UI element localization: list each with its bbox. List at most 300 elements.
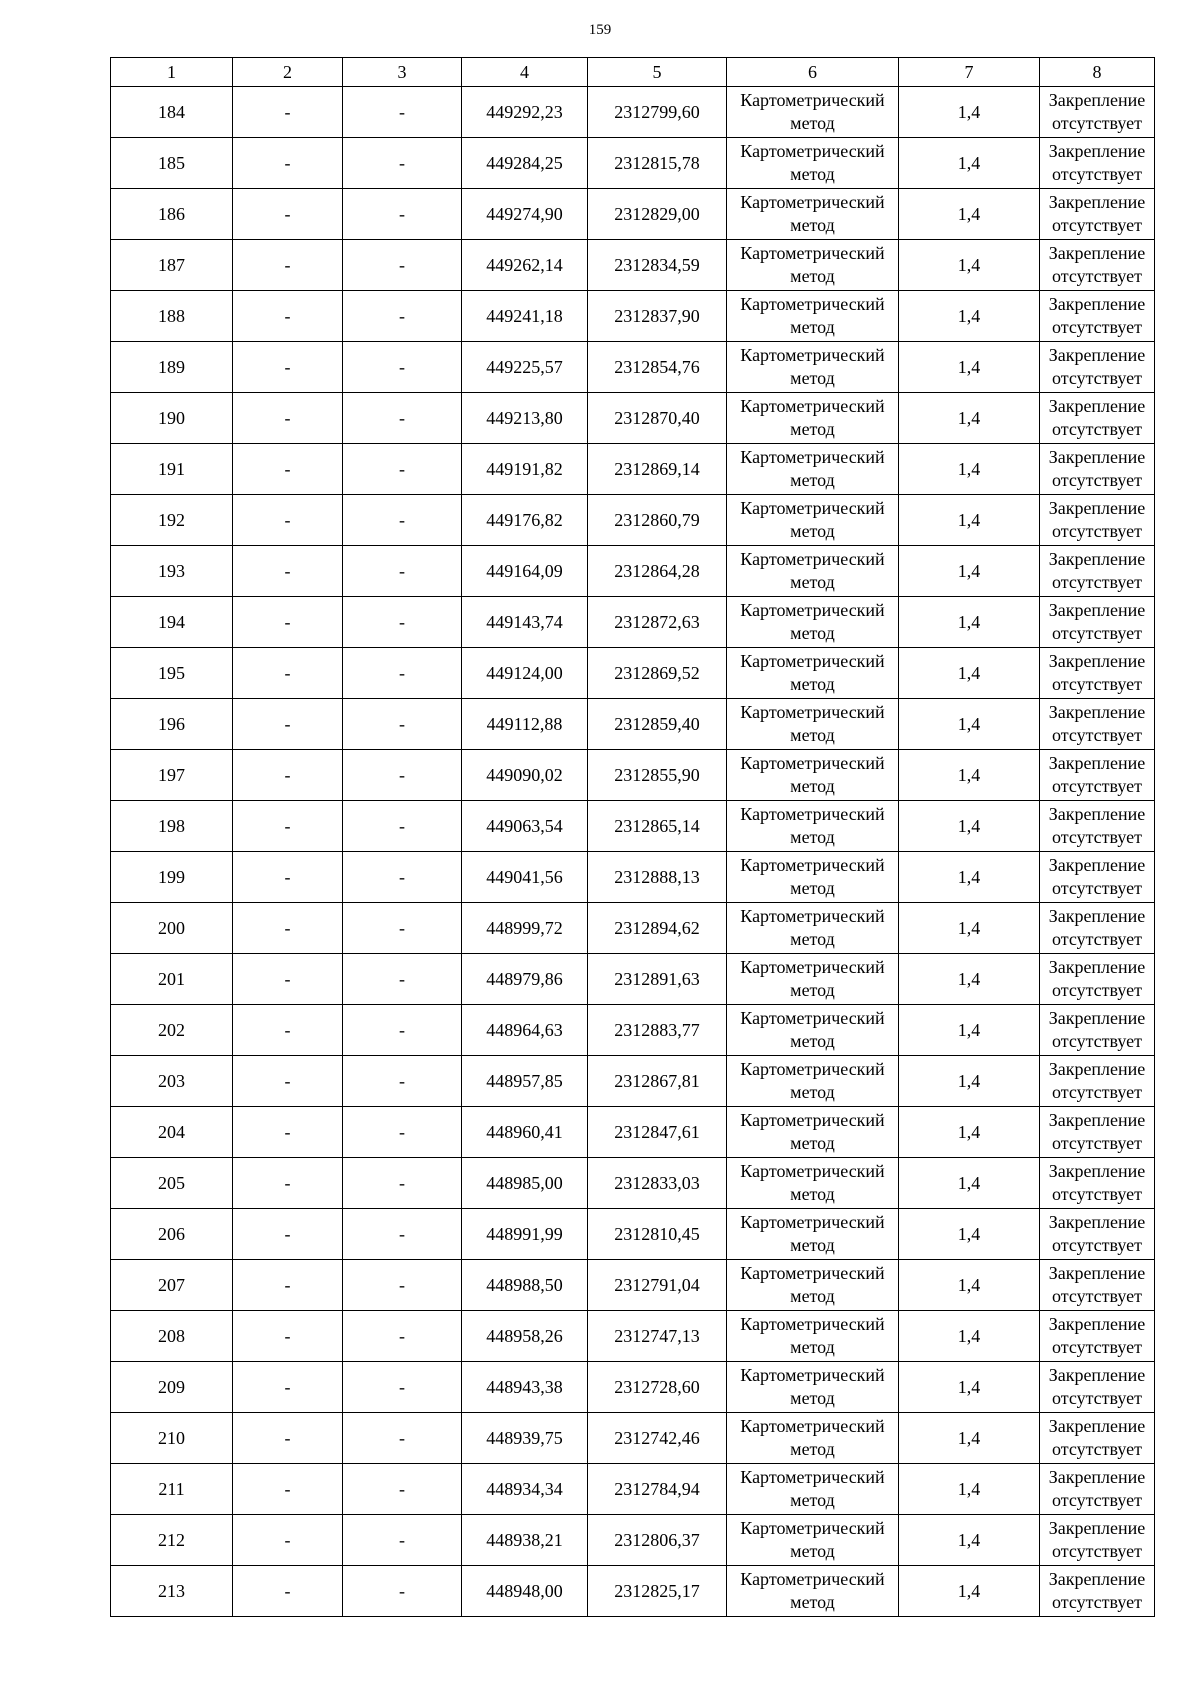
method-text: метод <box>790 419 835 439</box>
column-3-cell: - <box>343 1464 462 1515</box>
method-cell <box>727 138 899 189</box>
column-2-cell: - <box>233 342 343 393</box>
column-2-cell: - <box>233 291 343 342</box>
table-row <box>111 1515 1155 1566</box>
fixation-text: Закрепление <box>1048 906 1146 926</box>
column-3-cell: - <box>343 1260 462 1311</box>
fixation-text: Закрепление <box>1048 600 1146 620</box>
fixation-cell <box>1040 597 1155 648</box>
table-row <box>111 546 1155 597</box>
method-text: Картометрический <box>740 447 885 467</box>
column-3-cell: - <box>343 189 462 240</box>
y-coordinate-cell: 2312891,63 <box>588 954 727 1005</box>
y-coordinate-cell: 2312855,90 <box>588 750 727 801</box>
y-coordinate-cell: 2312833,03 <box>588 1158 727 1209</box>
y-coordinate-cell: 2312742,46 <box>588 1413 727 1464</box>
accuracy-cell: 1,4 <box>899 1005 1040 1056</box>
table-row <box>111 903 1155 954</box>
method-text: Картометрический <box>740 1569 885 1589</box>
method-cell <box>727 342 899 393</box>
accuracy-cell: 1,4 <box>899 1158 1040 1209</box>
method-cell <box>727 903 899 954</box>
table-row <box>111 1158 1155 1209</box>
fixation-text: отсутствует <box>1051 1235 1143 1255</box>
fixation-cell <box>1040 189 1155 240</box>
y-coordinate-cell: 2312784,94 <box>588 1464 727 1515</box>
fixation-text: отсутствует <box>1051 317 1143 337</box>
y-coordinate-cell: 2312847,61 <box>588 1107 727 1158</box>
method-text: Картометрический <box>740 1314 885 1334</box>
fixation-text: Закрепление <box>1048 702 1146 722</box>
table-row <box>111 342 1155 393</box>
fixation-text: отсутствует <box>1051 113 1143 133</box>
method-text: Картометрический <box>740 702 885 722</box>
table-row <box>111 1413 1155 1464</box>
column-3-cell: - <box>343 1413 462 1464</box>
method-text: Картометрический <box>740 549 885 569</box>
accuracy-cell: 1,4 <box>899 240 1040 291</box>
method-cell <box>727 852 899 903</box>
y-coordinate-cell: 2312870,40 <box>588 393 727 444</box>
column-2-cell: - <box>233 903 343 954</box>
x-coordinate-cell: 448938,21 <box>462 1515 588 1566</box>
column-3-cell: - <box>343 342 462 393</box>
table-row <box>111 801 1155 852</box>
fixation-cell <box>1040 240 1155 291</box>
fixation-text: Закрепление <box>1048 1059 1146 1079</box>
column-3-cell: - <box>343 495 462 546</box>
fixation-cell <box>1040 1362 1155 1413</box>
table-row <box>111 1005 1155 1056</box>
accuracy-cell: 1,4 <box>899 1464 1040 1515</box>
column-3-cell: - <box>343 444 462 495</box>
column-3-cell: - <box>343 1056 462 1107</box>
accuracy-cell: 1,4 <box>899 342 1040 393</box>
y-coordinate-cell: 2312872,63 <box>588 597 727 648</box>
fixation-cell <box>1040 138 1155 189</box>
x-coordinate-cell: 449041,56 <box>462 852 588 903</box>
column-header-5: 5 <box>588 58 727 87</box>
column-2-cell: - <box>233 597 343 648</box>
fixation-text: Закрепление <box>1048 651 1146 671</box>
column-2-cell: - <box>233 240 343 291</box>
y-coordinate-cell: 2312837,90 <box>588 291 727 342</box>
method-cell <box>727 189 899 240</box>
method-text: метод <box>790 929 835 949</box>
y-coordinate-cell: 2312810,45 <box>588 1209 727 1260</box>
table-row <box>111 597 1155 648</box>
x-coordinate-cell: 449262,14 <box>462 240 588 291</box>
method-cell <box>727 750 899 801</box>
accuracy-cell: 1,4 <box>899 1362 1040 1413</box>
x-coordinate-cell: 448939,75 <box>462 1413 588 1464</box>
method-text: метод <box>790 1439 835 1459</box>
table-row <box>111 1464 1155 1515</box>
method-text: метод <box>790 266 835 286</box>
fixation-text: Закрепление <box>1048 141 1146 161</box>
column-3-cell: - <box>343 852 462 903</box>
fixation-text: Закрепление <box>1048 1008 1146 1028</box>
fixation-cell <box>1040 87 1155 138</box>
fixation-cell <box>1040 1311 1155 1362</box>
column-2-cell: - <box>233 1005 343 1056</box>
column-2-cell: - <box>233 1362 343 1413</box>
method-text: Картометрический <box>740 651 885 671</box>
method-cell <box>727 1413 899 1464</box>
x-coordinate-cell: 448991,99 <box>462 1209 588 1260</box>
method-cell <box>727 1005 899 1056</box>
column-2-cell: - <box>233 87 343 138</box>
fixation-text: отсутствует <box>1051 215 1143 235</box>
point-number-cell: 194 <box>111 597 233 648</box>
fixation-text: отсутствует <box>1051 1337 1143 1357</box>
fixation-cell <box>1040 291 1155 342</box>
x-coordinate-cell: 449124,00 <box>462 648 588 699</box>
accuracy-cell: 1,4 <box>899 903 1040 954</box>
point-number-cell: 191 <box>111 444 233 495</box>
fixation-cell <box>1040 903 1155 954</box>
y-coordinate-cell: 2312825,17 <box>588 1566 727 1617</box>
point-number-cell: 201 <box>111 954 233 1005</box>
method-text: Картометрический <box>740 396 885 416</box>
fixation-text: Закрепление <box>1048 1110 1146 1130</box>
column-3-cell: - <box>343 1362 462 1413</box>
x-coordinate-cell: 449090,02 <box>462 750 588 801</box>
fixation-cell <box>1040 852 1155 903</box>
column-3-cell: - <box>343 1005 462 1056</box>
fixation-cell <box>1040 1566 1155 1617</box>
column-3-cell: - <box>343 138 462 189</box>
column-3-cell: - <box>343 546 462 597</box>
fixation-text: отсутствует <box>1051 1388 1143 1408</box>
fixation-text: Закрепление <box>1048 1569 1146 1589</box>
column-header-6: 6 <box>727 58 899 87</box>
point-number-cell: 208 <box>111 1311 233 1362</box>
method-cell <box>727 87 899 138</box>
point-number-cell: 205 <box>111 1158 233 1209</box>
x-coordinate-cell: 449213,80 <box>462 393 588 444</box>
point-number-cell: 209 <box>111 1362 233 1413</box>
method-text: метод <box>790 368 835 388</box>
fixation-cell <box>1040 1107 1155 1158</box>
point-number-cell: 212 <box>111 1515 233 1566</box>
column-2-cell: - <box>233 699 343 750</box>
method-text: метод <box>790 878 835 898</box>
column-header-3: 3 <box>343 58 462 87</box>
fixation-text: отсутствует <box>1051 521 1143 541</box>
method-text: метод <box>790 1490 835 1510</box>
point-number-cell: 184 <box>111 87 233 138</box>
column-2-cell: - <box>233 954 343 1005</box>
fixation-text: отсутствует <box>1051 1133 1143 1153</box>
y-coordinate-cell: 2312869,52 <box>588 648 727 699</box>
method-text: Картометрический <box>740 804 885 824</box>
method-text: метод <box>790 776 835 796</box>
accuracy-cell: 1,4 <box>899 1566 1040 1617</box>
fixation-text: отсутствует <box>1051 623 1143 643</box>
method-text: метод <box>790 1388 835 1408</box>
method-cell <box>727 1209 899 1260</box>
column-2-cell: - <box>233 393 343 444</box>
method-text: Картометрический <box>740 1212 885 1232</box>
fixation-text: Закрепление <box>1048 855 1146 875</box>
fixation-text: отсутствует <box>1051 1592 1143 1612</box>
method-cell <box>727 1311 899 1362</box>
column-2-cell: - <box>233 1260 343 1311</box>
y-coordinate-cell: 2312815,78 <box>588 138 727 189</box>
y-coordinate-cell: 2312806,37 <box>588 1515 727 1566</box>
fixation-text: отсутствует <box>1051 776 1143 796</box>
page-number: 159 <box>588 22 612 38</box>
x-coordinate-cell: 448960,41 <box>462 1107 588 1158</box>
accuracy-cell: 1,4 <box>899 1107 1040 1158</box>
method-text: Картометрический <box>740 957 885 977</box>
column-3-cell: - <box>343 801 462 852</box>
table-row <box>111 1107 1155 1158</box>
fixation-text: Закрепление <box>1048 90 1146 110</box>
column-2-cell: - <box>233 138 343 189</box>
column-2-cell: - <box>233 1056 343 1107</box>
method-cell <box>727 1158 899 1209</box>
x-coordinate-cell: 448957,85 <box>462 1056 588 1107</box>
method-text: метод <box>790 470 835 490</box>
fixation-text: Закрепление <box>1048 804 1146 824</box>
accuracy-cell: 1,4 <box>899 750 1040 801</box>
point-number-cell: 213 <box>111 1566 233 1617</box>
method-text: Картометрический <box>740 753 885 773</box>
x-coordinate-cell: 449143,74 <box>462 597 588 648</box>
table-header <box>111 58 1155 87</box>
column-3-cell: - <box>343 750 462 801</box>
column-2-cell: - <box>233 1515 343 1566</box>
method-text: Картометрический <box>740 1365 885 1385</box>
fixation-cell <box>1040 495 1155 546</box>
method-text: Картометрический <box>740 906 885 926</box>
method-text: метод <box>790 1592 835 1612</box>
accuracy-cell: 1,4 <box>899 546 1040 597</box>
point-number-cell: 190 <box>111 393 233 444</box>
column-2-cell: - <box>233 189 343 240</box>
table-row <box>111 648 1155 699</box>
method-cell <box>727 1515 899 1566</box>
fixation-cell <box>1040 342 1155 393</box>
method-text: Картометрический <box>740 294 885 314</box>
table-row <box>111 1311 1155 1362</box>
point-number-cell: 211 <box>111 1464 233 1515</box>
accuracy-cell: 1,4 <box>899 648 1040 699</box>
accuracy-cell: 1,4 <box>899 852 1040 903</box>
fixation-text: отсутствует <box>1051 980 1143 1000</box>
fixation-text: Закрепление <box>1048 1416 1146 1436</box>
method-cell <box>727 444 899 495</box>
y-coordinate-cell: 2312791,04 <box>588 1260 727 1311</box>
column-2-cell: - <box>233 1158 343 1209</box>
fixation-cell <box>1040 546 1155 597</box>
column-3-cell: - <box>343 954 462 1005</box>
point-number-cell: 199 <box>111 852 233 903</box>
method-text: метод <box>790 1286 835 1306</box>
point-number-cell: 188 <box>111 291 233 342</box>
method-text: метод <box>790 317 835 337</box>
point-number-cell: 196 <box>111 699 233 750</box>
method-text: метод <box>790 623 835 643</box>
method-text: Картометрический <box>740 141 885 161</box>
column-2-cell: - <box>233 495 343 546</box>
method-text: Картометрический <box>740 1467 885 1487</box>
x-coordinate-cell: 448934,34 <box>462 1464 588 1515</box>
fixation-text: отсутствует <box>1051 368 1143 388</box>
fixation-text: Закрепление <box>1048 447 1146 467</box>
point-number-cell: 187 <box>111 240 233 291</box>
point-number-cell: 193 <box>111 546 233 597</box>
y-coordinate-cell: 2312854,76 <box>588 342 727 393</box>
y-coordinate-cell: 2312883,77 <box>588 1005 727 1056</box>
fixation-text: отсутствует <box>1051 1082 1143 1102</box>
table-row <box>111 954 1155 1005</box>
column-header-8: 8 <box>1040 58 1155 87</box>
method-text: метод <box>790 1235 835 1255</box>
accuracy-cell: 1,4 <box>899 954 1040 1005</box>
method-text: метод <box>790 827 835 847</box>
accuracy-cell: 1,4 <box>899 1311 1040 1362</box>
y-coordinate-cell: 2312888,13 <box>588 852 727 903</box>
fixation-text: Закрепление <box>1048 345 1146 365</box>
fixation-text: Закрепление <box>1048 192 1146 212</box>
method-cell <box>727 240 899 291</box>
point-number-cell: 210 <box>111 1413 233 1464</box>
column-2-cell: - <box>233 1311 343 1362</box>
accuracy-cell: 1,4 <box>899 1056 1040 1107</box>
y-coordinate-cell: 2312728,60 <box>588 1362 727 1413</box>
fixation-cell <box>1040 1056 1155 1107</box>
column-3-cell: - <box>343 597 462 648</box>
method-cell <box>727 1464 899 1515</box>
table-row <box>111 291 1155 342</box>
column-3-cell: - <box>343 648 462 699</box>
fixation-text: отсутствует <box>1051 1490 1143 1510</box>
fixation-text: Закрепление <box>1048 498 1146 518</box>
column-3-cell: - <box>343 393 462 444</box>
method-text: метод <box>790 521 835 541</box>
fixation-text: Закрепление <box>1048 753 1146 773</box>
y-coordinate-cell: 2312894,62 <box>588 903 727 954</box>
x-coordinate-cell: 449063,54 <box>462 801 588 852</box>
accuracy-cell: 1,4 <box>899 1260 1040 1311</box>
fixation-text: Закрепление <box>1048 1212 1146 1232</box>
fixation-text: Закрепление <box>1048 243 1146 263</box>
method-cell <box>727 648 899 699</box>
fixation-text: Закрепление <box>1048 1314 1146 1334</box>
accuracy-cell: 1,4 <box>899 801 1040 852</box>
point-number-cell: 206 <box>111 1209 233 1260</box>
table-row <box>111 750 1155 801</box>
table-row <box>111 87 1155 138</box>
fixation-text: Закрепление <box>1048 396 1146 416</box>
table-row <box>111 393 1155 444</box>
x-coordinate-cell: 448943,38 <box>462 1362 588 1413</box>
fixation-cell <box>1040 444 1155 495</box>
y-coordinate-cell: 2312747,13 <box>588 1311 727 1362</box>
point-number-cell: 197 <box>111 750 233 801</box>
method-cell <box>727 1107 899 1158</box>
table-row <box>111 1362 1155 1413</box>
fixation-text: отсутствует <box>1051 419 1143 439</box>
column-3-cell: - <box>343 699 462 750</box>
column-3-cell: - <box>343 1107 462 1158</box>
x-coordinate-cell: 449176,82 <box>462 495 588 546</box>
fixation-cell <box>1040 1413 1155 1464</box>
fixation-text: Закрепление <box>1048 1263 1146 1283</box>
table-row <box>111 852 1155 903</box>
method-text: Картометрический <box>740 243 885 263</box>
accuracy-cell: 1,4 <box>899 699 1040 750</box>
x-coordinate-cell: 448988,50 <box>462 1260 588 1311</box>
method-cell <box>727 393 899 444</box>
y-coordinate-cell: 2312829,00 <box>588 189 727 240</box>
table-row <box>111 1209 1155 1260</box>
fixation-text: отсутствует <box>1051 827 1143 847</box>
method-text: метод <box>790 1031 835 1051</box>
fixation-text: отсутствует <box>1051 1541 1143 1561</box>
method-text: метод <box>790 980 835 1000</box>
table-body <box>111 87 1155 1617</box>
fixation-text: отсутствует <box>1051 1286 1143 1306</box>
fixation-text: Закрепление <box>1048 1365 1146 1385</box>
point-number-cell: 198 <box>111 801 233 852</box>
method-text: Картометрический <box>740 1263 885 1283</box>
fixation-text: отсутствует <box>1051 878 1143 898</box>
method-text: Картометрический <box>740 600 885 620</box>
column-2-cell: - <box>233 1107 343 1158</box>
fixation-text: отсутствует <box>1051 725 1143 745</box>
fixation-text: отсутствует <box>1051 572 1143 592</box>
method-text: Картометрический <box>740 1059 885 1079</box>
x-coordinate-cell: 448979,86 <box>462 954 588 1005</box>
table-row <box>111 240 1155 291</box>
x-coordinate-cell: 449284,25 <box>462 138 588 189</box>
method-text: Картометрический <box>740 1518 885 1538</box>
y-coordinate-cell: 2312799,60 <box>588 87 727 138</box>
fixation-text: отсутствует <box>1051 1184 1143 1204</box>
y-coordinate-cell: 2312859,40 <box>588 699 727 750</box>
x-coordinate-cell: 449191,82 <box>462 444 588 495</box>
method-text: Картометрический <box>740 498 885 518</box>
table-row <box>111 444 1155 495</box>
accuracy-cell: 1,4 <box>899 1209 1040 1260</box>
x-coordinate-cell: 449164,09 <box>462 546 588 597</box>
column-2-cell: - <box>233 1209 343 1260</box>
table-row <box>111 1566 1155 1617</box>
column-header-4: 4 <box>462 58 588 87</box>
fixation-cell <box>1040 1515 1155 1566</box>
x-coordinate-cell: 448985,00 <box>462 1158 588 1209</box>
method-cell <box>727 1260 899 1311</box>
column-3-cell: - <box>343 1311 462 1362</box>
accuracy-cell: 1,4 <box>899 1515 1040 1566</box>
column-2-cell: - <box>233 801 343 852</box>
fixation-cell <box>1040 954 1155 1005</box>
fixation-cell <box>1040 1260 1155 1311</box>
method-text: метод <box>790 1184 835 1204</box>
method-cell <box>727 1056 899 1107</box>
fixation-text: отсутствует <box>1051 164 1143 184</box>
fixation-cell <box>1040 750 1155 801</box>
point-number-cell: 202 <box>111 1005 233 1056</box>
method-text: Картометрический <box>740 1161 885 1181</box>
point-number-cell: 200 <box>111 903 233 954</box>
fixation-cell <box>1040 1209 1155 1260</box>
point-number-cell: 189 <box>111 342 233 393</box>
